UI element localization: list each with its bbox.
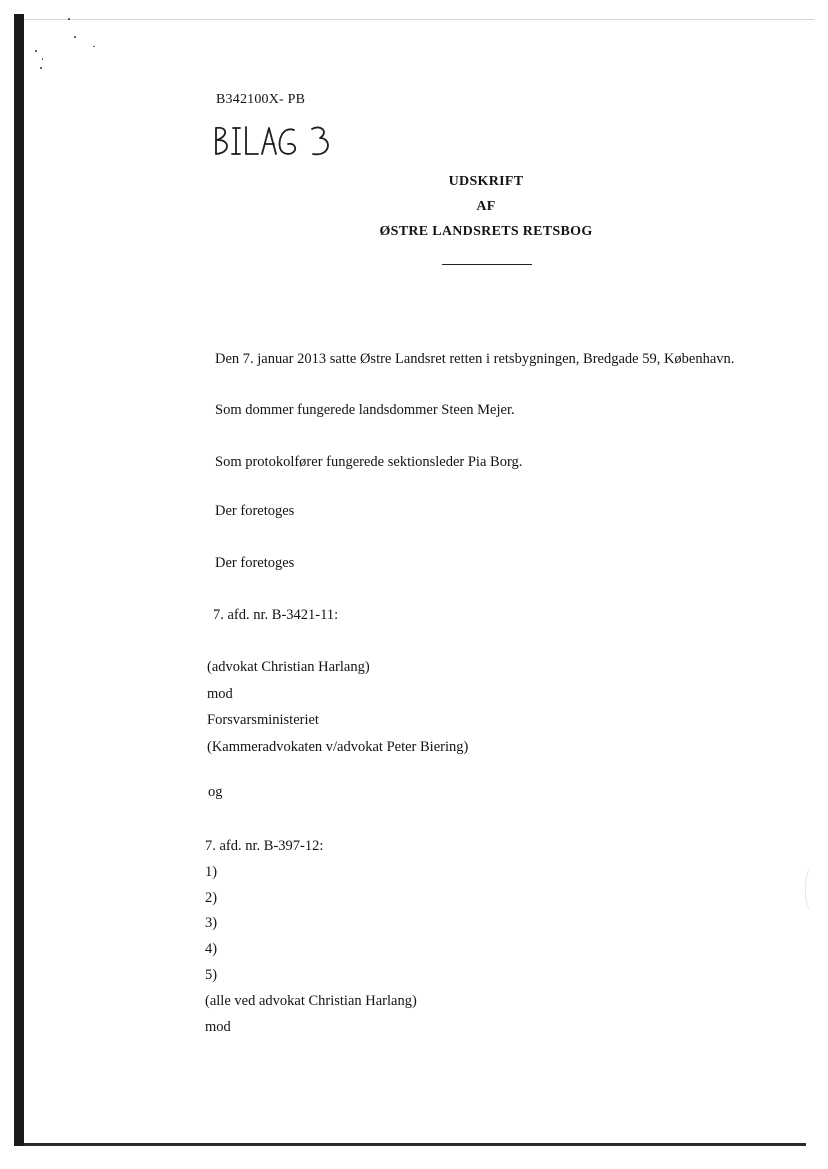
case1-plaintiff-counsel: (advokat Christian Harlang) (207, 659, 370, 675)
der-foretoges-line: Der foretoges (215, 555, 295, 571)
case2-plaintiff-item: 5) (205, 966, 218, 983)
case2-plaintiff-item: 4) (205, 941, 218, 958)
intro-paragraph: Den 7. januar 2013 satte Østre Landsret retten i retsbygningen, Bredgade 59, København. (215, 351, 735, 367)
header-af: AF (476, 199, 496, 214)
case1-versus: mod (207, 685, 233, 702)
case2-plaintiff-item: 2) (205, 889, 218, 906)
case2-plaintiffs-counsel: (alle ved advokat Christian Harlang) (205, 992, 417, 1009)
scan-speck (74, 36, 76, 38)
scan-edge-top (24, 19, 814, 20)
scan-speck (40, 67, 42, 69)
scan-edge-left (14, 14, 24, 1146)
scan-speck (93, 46, 95, 47)
judge-line: Som dommer fungerede landsdommer Steen Mejer. (215, 402, 515, 418)
case1-parties (207, 654, 468, 760)
clerk-line: Som protokolfører fungerede sektionsleder Pia Borg. (215, 454, 523, 470)
header-divider (442, 264, 532, 265)
scan-speck (42, 58, 43, 60)
case2-block (205, 834, 417, 1040)
scan-speck (35, 50, 37, 52)
case2-plaintiff-item: 3) (205, 915, 218, 932)
case1-defendant-counsel: (Kammeradvokaten v/advokat Peter Biering) (207, 738, 469, 755)
der-foretoges-line: Der foretoges (215, 503, 295, 519)
page-crease (805, 866, 820, 912)
conjunction-og: og (208, 784, 223, 800)
scan-edge-bottom (24, 1143, 806, 1146)
scan-speck (68, 18, 70, 20)
case2-number: 7. afd. nr. B-397-12: (205, 838, 324, 854)
case1-number: 7. afd. nr. B-3421-11: (213, 607, 339, 623)
case2-versus: mod (205, 1018, 231, 1035)
handwritten-bilag-stamp (212, 122, 336, 162)
header-udskrift: UDSKRIFT (448, 174, 524, 189)
case-reference: B342100X- PB (216, 92, 306, 107)
case1-defendant: Forsvarsministeriet (207, 712, 319, 728)
header-court-name: ØSTRE LANDSRETS RETSBOG (379, 224, 593, 239)
case2-plaintiff-item: 1) (205, 863, 218, 880)
